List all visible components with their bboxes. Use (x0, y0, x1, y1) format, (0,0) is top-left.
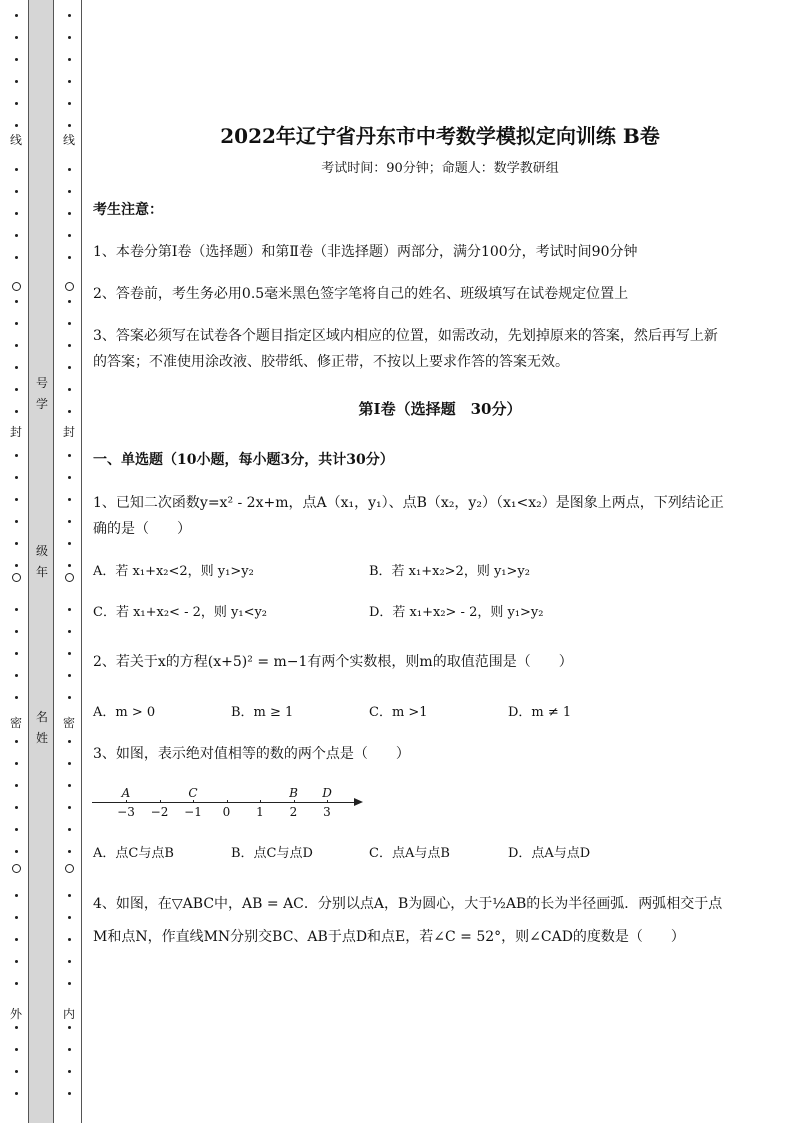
outer-mark-wai: 外 (9, 1007, 22, 1021)
number-line-tick-label: −3 (117, 805, 135, 819)
section-title: 第I卷（选择题 30分） (358, 400, 522, 418)
cut-line-dot (68, 982, 71, 985)
inner-circle-mark (65, 573, 74, 582)
cut-line-dot (15, 454, 18, 457)
cut-line-dot (68, 300, 71, 303)
cut-line-dot (68, 938, 71, 941)
cut-line-dot (68, 762, 71, 765)
inner-mark-nei: 内 (62, 1007, 75, 1021)
cut-line-dot (68, 14, 71, 17)
cut-line-dot (15, 58, 18, 61)
inner-mark-feng: 封 (62, 425, 75, 439)
q1-option-c: C．若 x₁+x₂< - 2，则 y₁<y₂ (93, 605, 268, 620)
cut-line-dot (15, 102, 18, 105)
cut-line-dot (15, 784, 18, 787)
cut-line-dot (68, 652, 71, 655)
cut-line-dot (68, 124, 71, 127)
cut-line-dot (15, 322, 18, 325)
cut-line-dot (15, 36, 18, 39)
cut-line-dot (15, 190, 18, 193)
cut-line-dot (15, 14, 18, 17)
cut-line-dot (15, 1048, 18, 1051)
q3-option-b: B．点C与点D (231, 846, 313, 861)
number-line-point-c: C (188, 786, 198, 800)
number-line-tick-label: −2 (150, 805, 169, 819)
cut-line-dot (15, 608, 18, 611)
q1-option-a: A．若 x₁+x₂<2，则 y₁>y₂ (93, 564, 254, 579)
cut-line-dot (68, 608, 71, 611)
cut-line-dot (68, 674, 71, 677)
cut-line-dot (15, 740, 18, 743)
inner-mark-xian: 线 (62, 133, 75, 147)
number-line-figure (92, 782, 372, 822)
q2-option-c: C．m >1 (369, 705, 428, 720)
cut-line-dot (15, 80, 18, 83)
cut-line-dot (68, 80, 71, 83)
number-line-point-b: B (289, 786, 298, 800)
cut-line-dot (68, 234, 71, 237)
number-line-tick-label: −1 (184, 805, 202, 819)
cut-line-dot (68, 256, 71, 259)
cut-line-dot (68, 828, 71, 831)
number-line-tick-label: 1 (256, 805, 264, 819)
cut-line-dot (68, 322, 71, 325)
cut-line-dot (68, 630, 71, 633)
number-line-tick (327, 800, 328, 803)
cut-line-dot (15, 256, 18, 259)
cut-line-dot (15, 696, 18, 699)
student-number-label: 号 学 (35, 376, 48, 411)
cut-line-dot (68, 212, 71, 215)
cut-line-dot (15, 938, 18, 941)
number-line-point-a: A (121, 786, 131, 800)
name-label: 名 姓 (35, 710, 48, 745)
question-4-text: 4、如图，在▽ABC中，AB = AC．分别以点A，B为圆心，大于½AB的长为半径画弧．两弧相交于点 (93, 896, 723, 912)
notice-item-3: 3、答案必须写在试卷各个题目指定区域内相应的位置，如需改动，先划掉原来的答案，然后再写上新 (93, 328, 718, 344)
exam-title: 2022年辽宁省丹东市中考数学模拟定向训练 B卷 (220, 124, 660, 148)
cut-line-dot (68, 366, 71, 369)
question-1-text-cont: 确的是（ ） (93, 521, 191, 537)
cut-line-dot (68, 410, 71, 413)
cut-line-dot (68, 36, 71, 39)
question-1-text: 1、已知二次函数y=x² - 2x+m，点A（x₁，y₁）、点B（x₂，y₂）（x₁<x₂）是图象上两点，下列结论正 (93, 495, 724, 511)
outer-circle-mark (12, 573, 21, 582)
cut-line-dot (15, 344, 18, 347)
cut-line-dot (15, 960, 18, 963)
question-3-text: 3、如图，表示绝对值相等的数的两个点是（ ） (93, 746, 410, 762)
number-line-tick (126, 800, 127, 803)
cut-line-dot (68, 1070, 71, 1073)
cut-line-dot (15, 630, 18, 633)
outer-mark-xian: 线 (9, 133, 22, 147)
cut-line-dot (68, 916, 71, 919)
cut-line-dot (15, 366, 18, 369)
binding-strip-outer (0, 0, 28, 1123)
q1-option-b: B．若 x₁+x₂>2，则 y₁>y₂ (369, 564, 530, 579)
q2-option-b: B．m ≥ 1 (231, 705, 294, 720)
cut-line-dot (68, 806, 71, 809)
inner-circle-mark (65, 864, 74, 873)
question-4-text-cont: M和点N，作直线MN分别交BC、AB于点D和点E，若∠C = 52°，则∠CAD的度数是（ ） (93, 929, 685, 945)
cut-line-dot (15, 410, 18, 413)
cut-line-dot (15, 498, 18, 501)
cut-line-dot (68, 1048, 71, 1051)
q2-option-a: A．m > 0 (93, 705, 156, 720)
notice-item-2: 2、答卷前，考生务必用0.5毫米黑色签字笔将自己的姓名、班级填写在试卷规定位置上 (93, 286, 629, 302)
cut-line-dot (15, 124, 18, 127)
cut-line-dot (15, 564, 18, 567)
cut-line-dot (68, 850, 71, 853)
number-line-tick-label: 3 (323, 805, 331, 819)
outer-circle-mark (12, 282, 21, 291)
number-line-tick (193, 800, 194, 803)
notice-heading: 考生注意： (93, 202, 163, 218)
cut-line-dot (15, 300, 18, 303)
cut-line-dot (68, 1026, 71, 1029)
cut-line-dot (15, 850, 18, 853)
number-line-tick-label: 0 (222, 805, 231, 819)
number-line-axis (92, 802, 358, 803)
cut-line-dot (15, 894, 18, 897)
number-line-point-d: D (322, 786, 332, 800)
cut-line-dot (15, 234, 18, 237)
cut-line-dot (15, 1026, 18, 1029)
cut-line-dot (68, 388, 71, 391)
number-line-tick-label: 2 (289, 805, 298, 819)
q1-option-d: D．若 x₁+x₂> - 2，则 y₁>y₂ (369, 605, 544, 620)
q3-option-d: D．点A与点D (508, 846, 591, 861)
cut-line-dot (15, 982, 18, 985)
cut-line-dot (68, 520, 71, 523)
inner-mark-mi: 密 (62, 716, 75, 730)
number-line-arrow-icon (354, 798, 363, 806)
cut-line-dot (68, 168, 71, 171)
cut-line-dot (15, 388, 18, 391)
cut-line-dot (68, 696, 71, 699)
number-line-tick (260, 800, 261, 803)
cut-line-dot (15, 212, 18, 215)
cut-line-dot (68, 190, 71, 193)
outer-mark-mi: 密 (9, 716, 22, 730)
q2-option-d: D．m ≠ 1 (508, 705, 572, 720)
exam-subtitle: 考试时间：90分钟；命题人：数学教研组 (321, 161, 559, 176)
grade-label: 级 年 (35, 544, 48, 579)
cut-line-dot (15, 674, 18, 677)
cut-line-dot (68, 740, 71, 743)
notice-item-3-cont: 的答案；不准使用涂改液、胶带纸、修正带，不按以上要求作答的答案无效。 (93, 354, 569, 370)
part-heading: 一、单选题（10小题，每小题3分，共计30分） (93, 452, 394, 468)
cut-line-dot (15, 652, 18, 655)
cut-line-dot (15, 806, 18, 809)
cut-line-dot (15, 1070, 18, 1073)
number-line-tick (227, 800, 228, 803)
cut-line-dot (68, 542, 71, 545)
cut-line-dot (15, 476, 18, 479)
cut-line-dot (68, 454, 71, 457)
cut-line-dot (15, 916, 18, 919)
cut-line-dot (68, 1092, 71, 1095)
cut-line-dot (68, 960, 71, 963)
q3-option-c: C．点A与点B (369, 846, 450, 861)
outer-mark-feng: 封 (9, 425, 22, 439)
cut-line-dot (68, 476, 71, 479)
notice-item-1: 1、本卷分第I卷（选择题）和第Ⅱ卷（非选择题）两部分，满分100分，考试时间90分钟 (93, 244, 638, 260)
cut-line-dot (68, 344, 71, 347)
cut-line-dot (68, 564, 71, 567)
cut-line-dot (15, 168, 18, 171)
cut-line-dot (15, 542, 18, 545)
cut-line-dot (15, 828, 18, 831)
number-line-tick (160, 800, 161, 803)
cut-line-dot (15, 1092, 18, 1095)
inner-circle-mark (65, 282, 74, 291)
question-2-text: 2、若关于x的方程(x+5)² = m−1有两个实数根，则m的取值范围是（ ） (93, 654, 573, 670)
cut-line-dot (68, 498, 71, 501)
outer-circle-mark (12, 864, 21, 873)
cut-line-dot (68, 102, 71, 105)
number-line-tick (294, 800, 295, 803)
cut-line-dot (15, 762, 18, 765)
cut-line-dot (68, 894, 71, 897)
cut-line-dot (68, 784, 71, 787)
cut-line-dot (15, 520, 18, 523)
q3-option-a: A．点C与点B (93, 846, 174, 861)
cut-line-dot (68, 58, 71, 61)
